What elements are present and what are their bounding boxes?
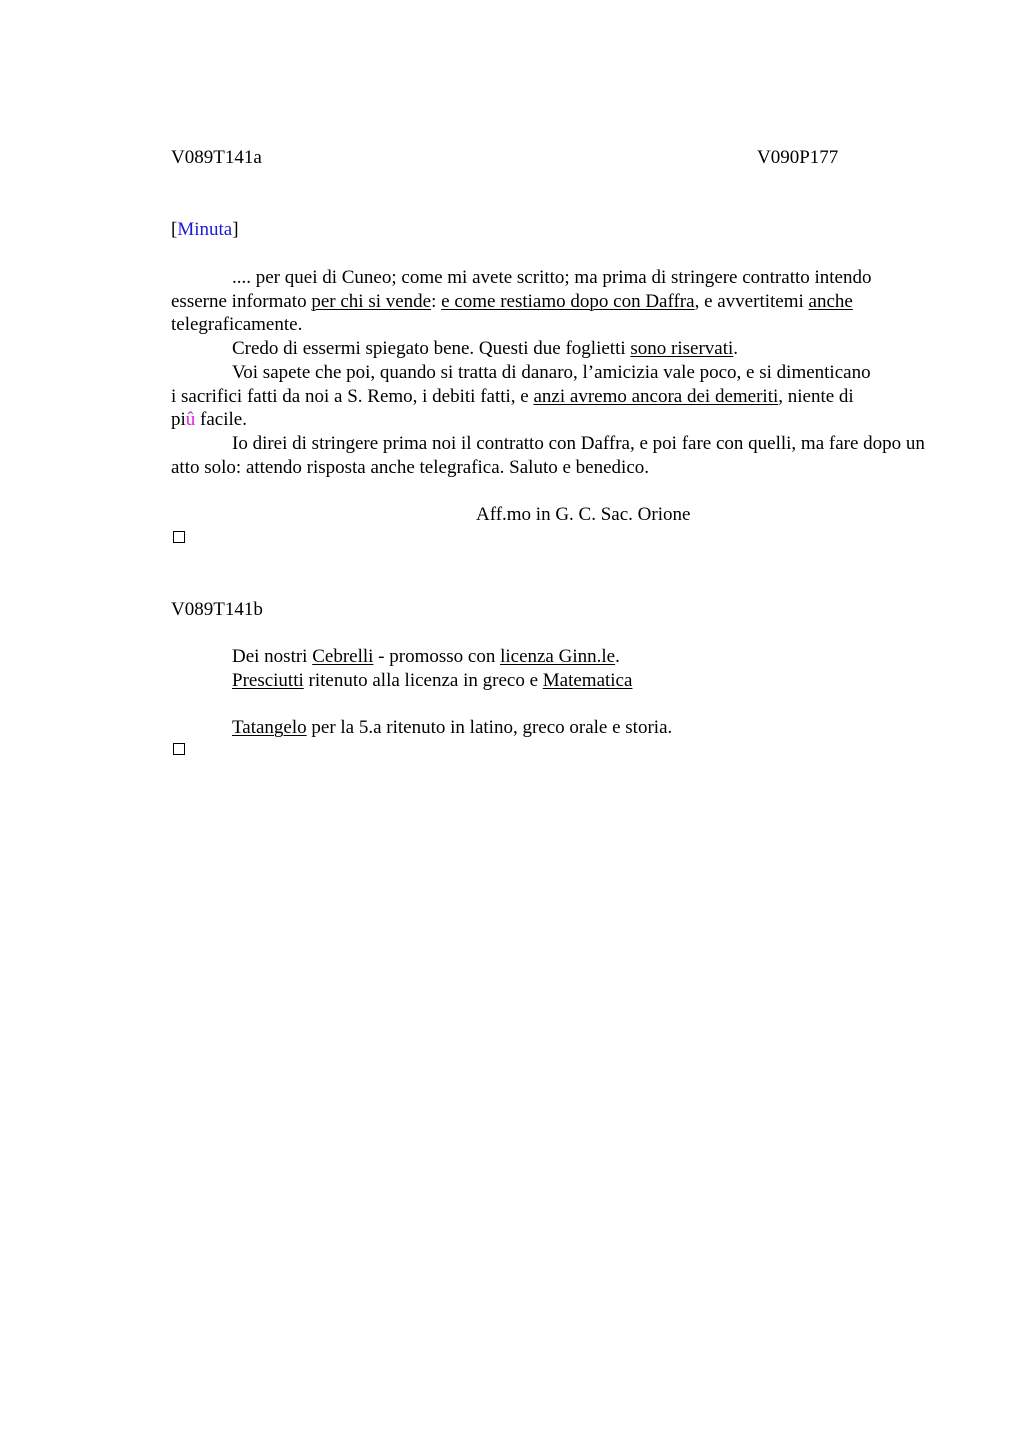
signature: Aff.mo in G. C. Sac. Orione (476, 504, 691, 525)
text-run: - promosso con (373, 646, 501, 667)
text-run: , niente di pi (171, 385, 854, 431)
text-run: .... per quei di Cuneo; come mi avete scritto; ma prima di stringere contratto intendo esserne informato (171, 267, 872, 312)
note-line-1 (232, 645, 620, 669)
text-run: per la 5.a ritenuto in latino, greco orale e storia. (306, 717, 673, 738)
note-line-2 (232, 669, 632, 693)
letter-paragraph-3 (171, 361, 871, 432)
underlined-phrase: Matematica (542, 670, 633, 691)
letter-paragraph-4: Io direi di stringere prima noi il contratto con Daffra, e poi fare con quelli, ma fare dopo un atto solo: attendo risposta anche telegrafica. Saluto e benedico. (171, 433, 925, 478)
underlined-phrase: sono riservati (630, 338, 734, 359)
text-run: telegraficamente. (171, 314, 303, 336)
underlined-phrase: anche (808, 290, 853, 312)
letter-paragraph-1 (171, 266, 931, 337)
underlined-phrase: e come restiamo dopo con Daffra (441, 290, 695, 312)
letter-paragraph-2 (171, 337, 931, 361)
document-code-a: V089T141a (171, 147, 262, 168)
minuta-text: Minuta (177, 219, 233, 240)
text-run: Voi sapete che poi, quando si tratta di danaro, l’amicizia vale poco, e si dimenticano i sacrifici fatti da noi a S. Remo, i debiti fatti, e (171, 362, 871, 407)
text-run: facile. (195, 409, 247, 431)
underlined-name: Presciutti (232, 670, 304, 691)
end-marker-box (173, 743, 185, 755)
text-run: , e avvertitemi (694, 290, 809, 312)
text-run: Credo di essermi spiegato bene. Questi due foglietti (232, 338, 631, 359)
underlined-name: Tatangelo (232, 717, 307, 738)
underlined-name: Cebrelli (312, 646, 374, 667)
document-code-b: V089T141b (171, 599, 263, 620)
underlined-phrase: licenza Ginn.le (500, 646, 616, 667)
accent-character: û (185, 409, 196, 431)
text-run: Dei nostri (232, 646, 313, 667)
page-reference: V090P177 (757, 147, 839, 168)
text-run: ritenuto alla licenza in greco e (303, 670, 543, 691)
minuta-label (171, 218, 239, 242)
text-run: : (431, 290, 442, 312)
underlined-phrase: anzi avremo ancora dei demeriti (533, 385, 779, 407)
underlined-phrase: per chi si vende (311, 290, 432, 312)
note-line-3 (232, 716, 672, 740)
text-run: . (615, 646, 620, 667)
bracket-close: ] (232, 219, 239, 240)
bracket-open: [ (171, 219, 178, 240)
end-marker-box (173, 531, 185, 543)
text-run: . (733, 338, 739, 359)
